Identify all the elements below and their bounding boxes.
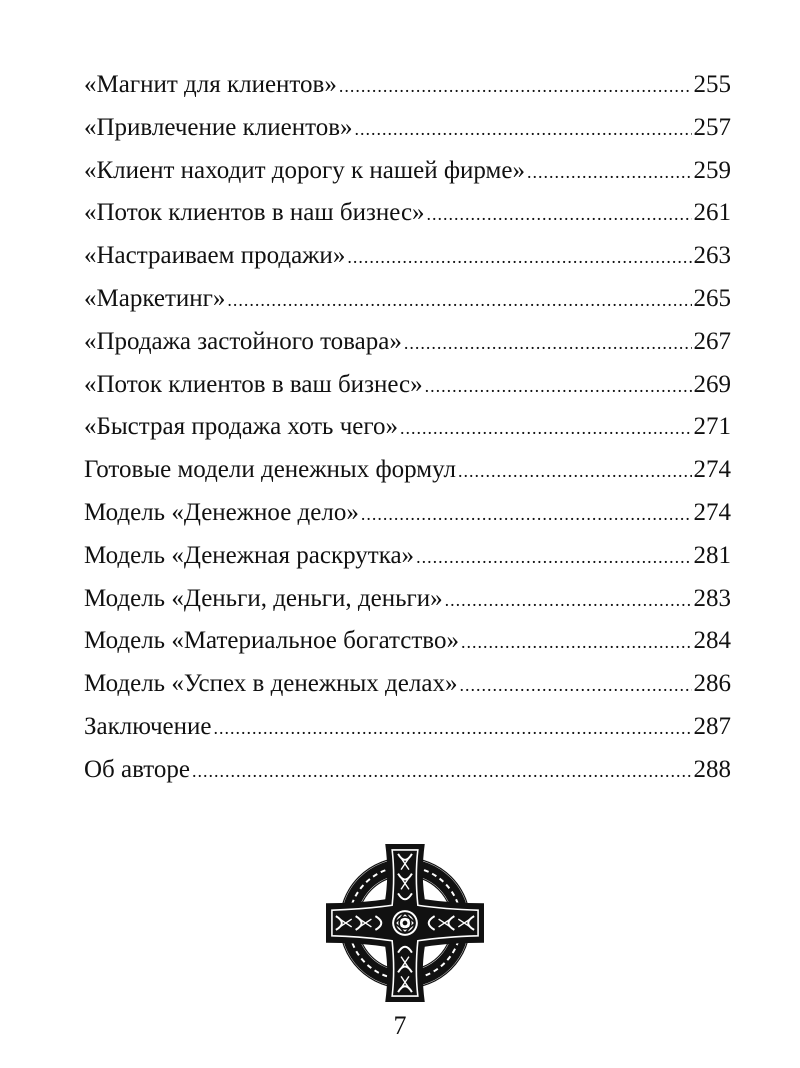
toc-entry[interactable] [84, 235, 731, 278]
toc-entry-page: 274 [693, 498, 731, 526]
toc-entry[interactable] [84, 321, 731, 364]
toc-entry-title: «Настраиваем продажи» [84, 242, 346, 270]
toc-entry-title: «Быстрая продажа хоть чего» [84, 413, 399, 441]
toc-leader-dots [458, 450, 692, 493]
toc-entry-title: «Поток клиентов в наш бизнес» [84, 199, 425, 227]
toc-entry[interactable] [84, 663, 731, 706]
toc-leader-dots [339, 65, 692, 108]
toc-entry-title: Модель «Денежная раскрутка» [84, 541, 415, 569]
toc-leader-dots [416, 536, 691, 579]
toc-leader-dots [355, 108, 692, 151]
toc-entry[interactable] [84, 64, 731, 107]
toc-leader-dots [361, 493, 692, 536]
toc-entry-page: 283 [693, 584, 731, 612]
toc-leader-dots [227, 279, 691, 322]
toc-entry-title: Заключение [84, 712, 212, 740]
toc-entry[interactable] [84, 620, 731, 663]
table-of-contents [84, 64, 731, 792]
toc-entry-title: «Клиент находит дорогу к нашей фирме» [84, 156, 525, 184]
toc-entry-page: 288 [693, 755, 731, 783]
toc-entry-page: 265 [693, 284, 731, 312]
toc-leader-dots [347, 236, 691, 279]
toc-leader-dots [214, 707, 692, 750]
toc-entry[interactable] [84, 107, 731, 150]
toc-entry-page: 284 [693, 627, 731, 655]
toc-entry-title: Модель «Успех в денежных делах» [84, 670, 458, 698]
toc-entry-page: 271 [693, 413, 731, 441]
toc-entry-page: 281 [693, 541, 731, 569]
toc-entry-page: 259 [693, 156, 731, 184]
toc-entry-title: «Поток клиентов в ваш бизнес» [84, 370, 423, 398]
toc-leader-dots [425, 365, 692, 408]
toc-entry-page: 269 [693, 370, 731, 398]
toc-leader-dots [459, 664, 691, 707]
toc-entry[interactable] [84, 364, 731, 407]
toc-leader-dots [400, 407, 691, 450]
toc-entry[interactable] [84, 449, 731, 492]
toc-entry-page: 255 [693, 71, 731, 98]
celtic-cross-icon [326, 844, 484, 1002]
toc-entry-title: Об авторе [84, 755, 190, 783]
toc-entry-title: «Продажа застойного товара» [84, 327, 402, 355]
toc-leader-dots [427, 193, 692, 236]
toc-entry[interactable] [84, 578, 731, 621]
page-number: 7 [393, 1011, 407, 1040]
toc-entry-page: 286 [693, 670, 731, 698]
toc-entry[interactable] [84, 492, 731, 535]
toc-entry-page: 267 [693, 327, 731, 355]
toc-entry-page: 257 [693, 113, 731, 141]
toc-entry-title: «Маркетинг» [84, 284, 226, 312]
toc-entry-page: 261 [693, 199, 731, 227]
toc-leader-dots [404, 322, 692, 365]
toc-entry[interactable] [84, 749, 731, 792]
toc-leader-dots [461, 621, 692, 664]
toc-entry-title: Модель «Деньги, деньги, деньги» [84, 584, 443, 612]
toc-entry-title: Модель «Материальное богатство» [84, 627, 459, 655]
toc-leader-dots [192, 750, 692, 793]
toc-entry[interactable] [84, 706, 731, 749]
toc-leader-dots [445, 579, 692, 622]
toc-leader-dots [527, 151, 692, 194]
toc-entry[interactable] [84, 150, 731, 193]
toc-entry[interactable] [84, 406, 731, 449]
toc-entry-page: 263 [693, 242, 731, 270]
toc-entry[interactable] [84, 535, 731, 578]
toc-entry-title: «Магнит для клиентов» [84, 71, 337, 98]
toc-entry-page: 274 [693, 456, 731, 484]
toc-entry-page: 287 [693, 712, 731, 740]
toc-entry[interactable] [84, 278, 731, 321]
toc-entry-title: «Привлечение клиентов» [84, 113, 353, 141]
toc-entry-title: Модель «Денежное дело» [84, 498, 359, 526]
toc-entry[interactable] [84, 192, 731, 235]
toc-entry-title: Готовые модели денежных формул [84, 456, 456, 484]
